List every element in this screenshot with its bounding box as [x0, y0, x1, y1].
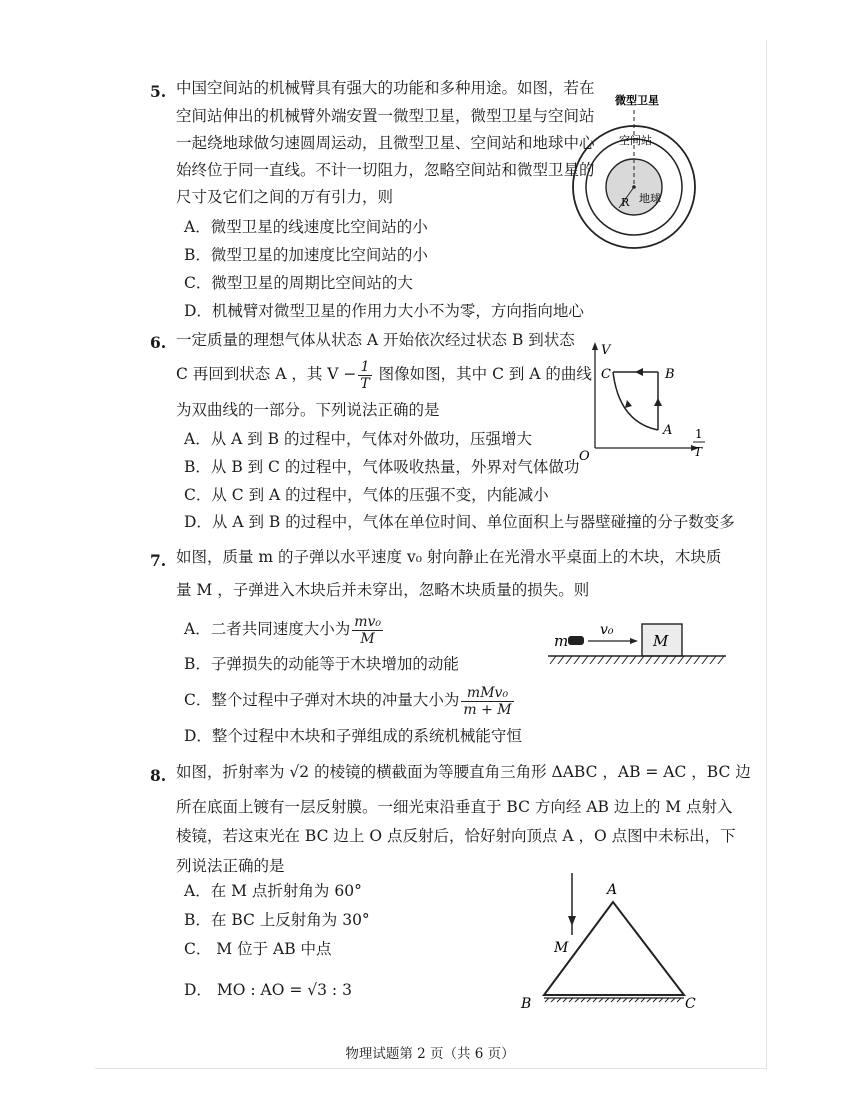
point-a-label: A — [663, 423, 673, 438]
question-number: 8. — [150, 766, 167, 785]
prism-figure — [515, 870, 705, 1015]
x-axis-denominator: T — [694, 445, 703, 459]
point-b-label: B — [665, 367, 675, 382]
vertex-c-label: C — [685, 996, 696, 1012]
question-text-line: 尺寸及它们之间的万有引力，则 — [176, 188, 394, 206]
arrow-c-to-a — [625, 400, 632, 408]
bullet-block-figure — [548, 614, 728, 674]
question-text-line: 一定质量的理想气体从状态 A 开始依次经过状态 B 到状态 — [176, 331, 575, 349]
earth-label: 地球 — [639, 192, 661, 205]
text-fragment: C 再回到状态 A ，其 V − — [176, 365, 357, 383]
question-number: 6. — [150, 333, 167, 352]
block-mass-label: M — [653, 632, 669, 650]
option-a — [184, 611, 385, 647]
vertex-a-label: A — [607, 882, 618, 898]
option-d: D． MO : AO = √3 : 3 — [184, 981, 352, 999]
v-axis-label: V — [601, 343, 611, 358]
fraction — [352, 614, 383, 647]
question-text-line: 如图，折射率为 √2 的棱镜的横截面为等腰直角三角形 ΔABC ，AB = AC ，BC 边 — [176, 763, 751, 781]
fraction — [358, 359, 371, 392]
question-text-line: 所在底面上镀有一层反射膜。一细光束沿垂直于 BC 方向经 AB 边上的 M 点射入 — [176, 798, 733, 816]
v-t-graph — [575, 338, 715, 468]
fraction-numerator: mMv₀ — [466, 684, 509, 701]
x-axis-numerator: 1 — [695, 427, 703, 441]
question-text-line: 为双曲线的一部分。下列说法正确的是 — [176, 401, 440, 419]
question-text-line: 空间站伸出的机械臂外端安置一微型卫星，微型卫星与空间站 — [176, 107, 595, 125]
option-b: B．从 B 到 C 的过程中，气体吸收热量，外界对气体做功 — [184, 458, 580, 476]
option-a: A．从 A 到 B 的过程中，气体对外做功，压强增大 — [184, 430, 532, 448]
option-c: C．微型卫星的周期比空间站的大 — [184, 274, 413, 292]
velocity-label: v₀ — [600, 622, 614, 638]
station-label: 空间站 — [619, 134, 652, 147]
option-d: D．整个过程中木块和子弹组成的系统机械能守恒 — [184, 727, 522, 745]
text-fragment: 图像如图，其中 C 到 A 的曲线 — [373, 365, 592, 383]
earth-center-dot — [632, 185, 636, 189]
scan-edge-bottom — [95, 1068, 767, 1069]
option-a: A．在 M 点折射角为 60° — [184, 882, 362, 900]
table-hatching — [550, 656, 724, 664]
option-c: C．从 C 到 A 的过程中，气体的压强不变，内能减小 — [184, 486, 549, 504]
orbit-figure — [555, 90, 725, 250]
bullet-mass-label: m — [554, 632, 569, 650]
option-b: B．微型卫星的加速度比空间站的小 — [184, 246, 428, 264]
question-text-line: 中国空间站的机械臂具有强大的功能和多种用途。如图，若在 — [176, 79, 595, 97]
option-c — [184, 682, 516, 718]
option-b: B．子弹损失的动能等于木块增加的动能 — [184, 655, 459, 673]
scan-edge-right — [766, 40, 767, 1070]
radius-label: R — [621, 196, 630, 209]
bullet-shape — [568, 636, 584, 645]
velocity-arrow-head — [630, 638, 638, 644]
point-m-label: M — [554, 940, 569, 956]
incident-ray-arrow — [568, 916, 576, 926]
question-text-line: 一起绕地球做匀速圆周运动，且微型卫星、空间站和地球中心 — [176, 134, 595, 152]
fraction-denominator: m + M — [463, 701, 512, 718]
option-a: A．微型卫星的线速度比空间站的小 — [184, 218, 428, 236]
option-d: D．机械臂对微型卫星的作用力大小不为零，方向指向地心 — [184, 302, 584, 320]
question-number: 5. — [150, 82, 167, 101]
arrow-b-to-c — [635, 368, 643, 376]
option-text: C．整个过程中子弹对木块的冲量大小为 — [184, 691, 460, 709]
y-axis-arrow — [592, 342, 598, 350]
question-text-line: 列说法正确的是 — [176, 857, 285, 875]
fraction-denominator: M — [352, 630, 383, 647]
option-b: B．在 BC 上反射角为 30° — [184, 911, 370, 929]
origin-label: O — [579, 449, 590, 464]
option-d: D．从 A 到 B 的过程中，气体在单位时间、单位面积上与器壁碰撞的分子数变多 — [184, 513, 735, 531]
question-text-line: 量 M ，子弹进入木块后并未穿出，忽略木块质量的损失。则 — [176, 581, 590, 599]
curve-c-a — [613, 372, 658, 430]
fraction-denominator: T — [360, 375, 370, 392]
option-c: C． M 位于 AB 中点 — [184, 940, 332, 958]
question-text-line: 棱镜，若这束光在 BC 边上 O 点反射后，恰好射向顶点 A ，O 点图中未标出，下 — [176, 827, 736, 845]
fraction-numerator: 1 — [360, 358, 370, 375]
option-text: A．二者共同速度大小为 — [184, 620, 351, 638]
question-text-line: 如图，质量 m 的子弹以水平速度 v₀ 射向静止在光滑水平桌面上的木块，木块质 — [176, 548, 722, 566]
vertex-b-label: B — [521, 996, 532, 1012]
point-c-label: C — [601, 367, 611, 382]
question-text-line — [176, 356, 592, 392]
page-footer: 物理试题第 2 页（共 6 页） — [345, 1046, 515, 1062]
fraction — [461, 685, 513, 718]
fraction-numerator: mv₀ — [354, 613, 381, 630]
question-number: 7. — [150, 551, 167, 570]
satellite-label: 微型卫星 — [615, 94, 659, 107]
arrow-a-to-b — [654, 398, 662, 406]
question-text-line: 始终位于同一直线。不计一切阻力，忽略空间站和微型卫星的 — [176, 161, 595, 179]
